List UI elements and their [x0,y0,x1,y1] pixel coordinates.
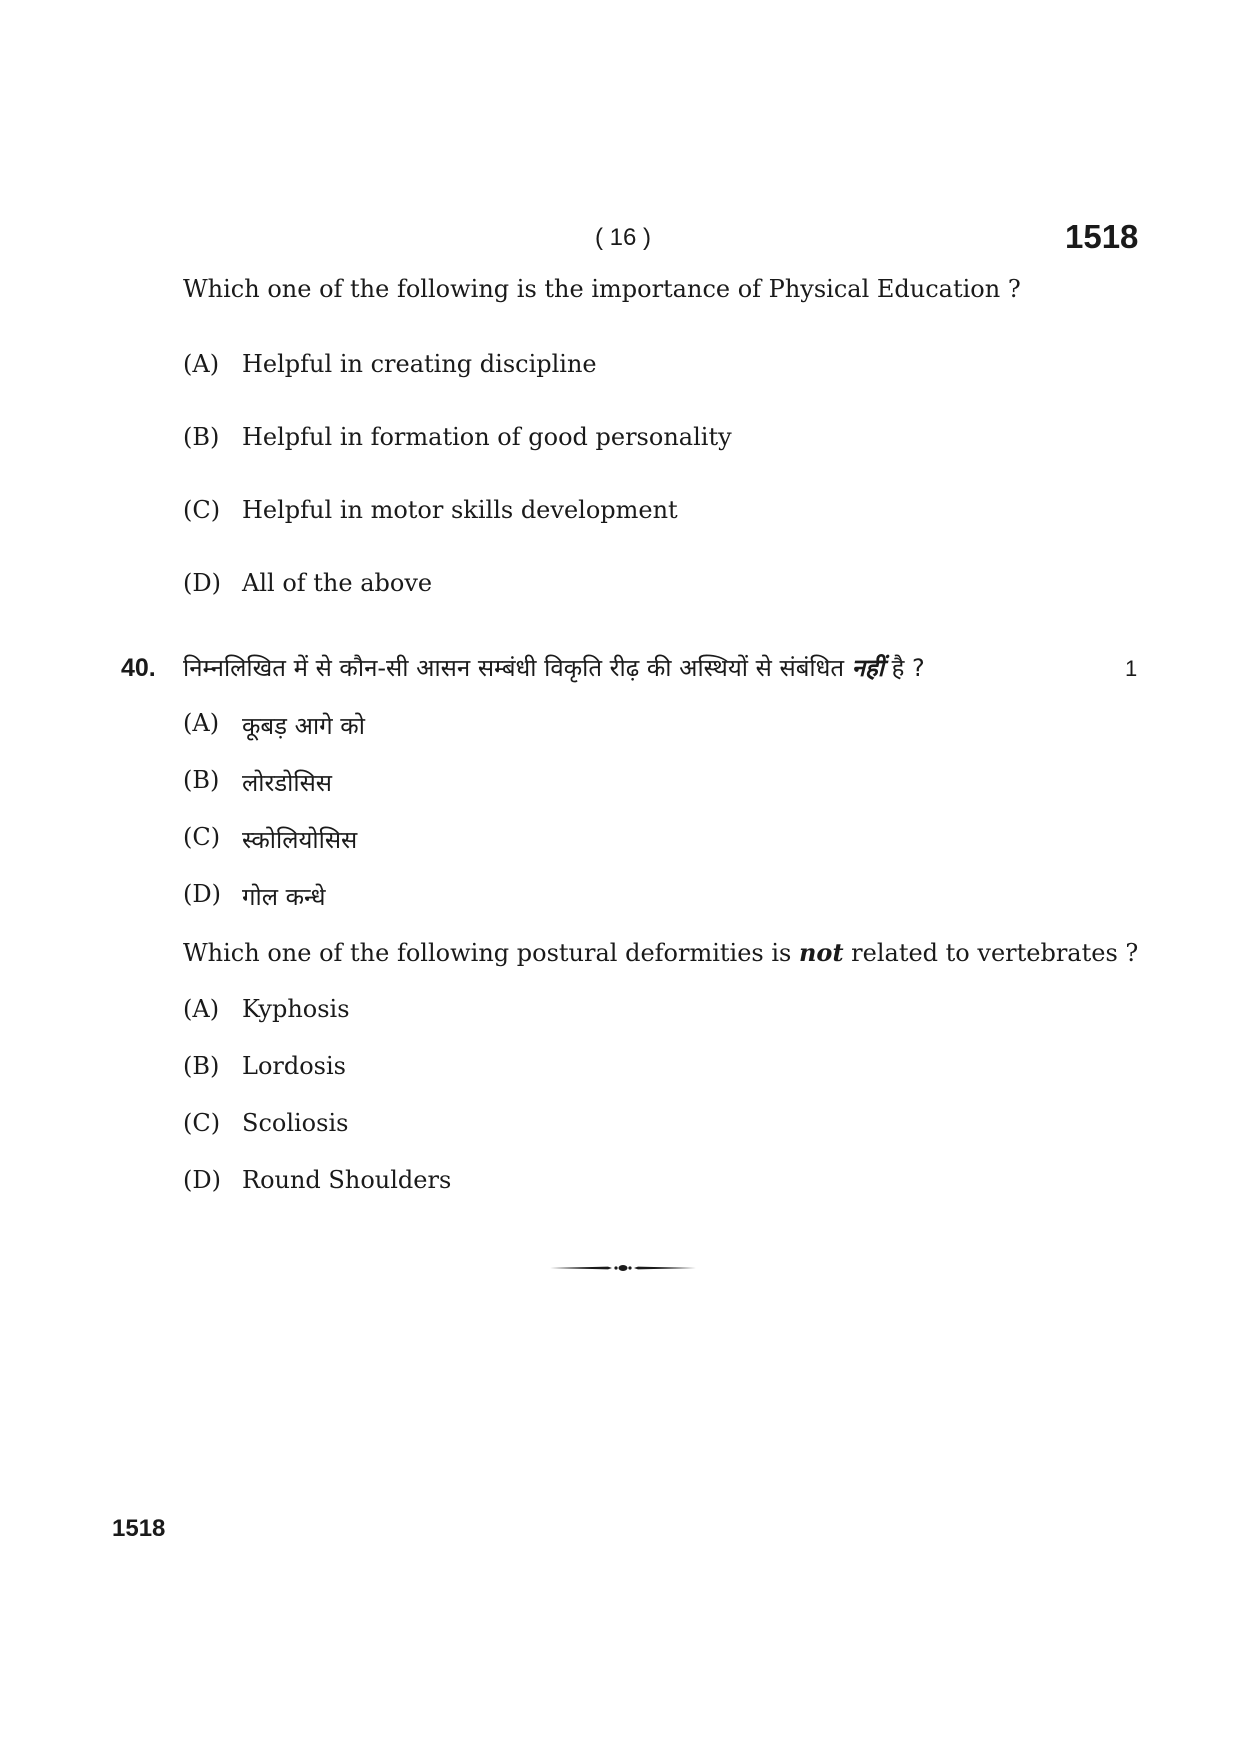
option-label: (B) [183,1052,220,1080]
option-text: All of the above [242,569,433,597]
paper-code-header: 1518 [1065,218,1139,255]
question-40-text-hindi [183,651,925,684]
option-text: कूबड़ आगे को [242,712,365,740]
option-label: (A) [183,709,220,737]
q40-english-text-before: Which one of the following postural deformities is [183,939,799,967]
option-label: (A) [183,995,220,1023]
q40-english-text-after: related to vertebrates ? [843,939,1139,967]
option-text: Lordosis [242,1052,346,1080]
option-text: गोल कन्धे [242,883,326,911]
option-text: Helpful in formation of good personality [242,423,732,451]
option-label: (C) [183,823,221,851]
option-text: Scoliosis [242,1109,349,1137]
option-label: (D) [183,569,221,597]
question-40-text-english [183,938,1138,967]
option-label: (C) [183,496,221,524]
question-40-marks: 1 [1125,656,1138,681]
option-label: (A) [183,350,220,378]
option-text: स्कोलियोसिस [242,826,358,854]
question-40-number: 40. [121,654,156,682]
q40-english-emphasis: not [798,938,844,967]
option-label: (B) [183,423,220,451]
option-label: (C) [183,1109,221,1137]
option-text: Helpful in creating discipline [242,350,597,378]
option-text: Round Shoulders [242,1166,452,1194]
q40-hindi-emphasis: नहीं [851,654,884,682]
option-text: Helpful in motor skills development [242,496,678,524]
q40-hindi-text-before: निम्नलिखित में से कौन-सी आसन सम्बंधी विकृति रीढ़ की अस्थियों से संबंधित [183,654,852,682]
option-text: Kyphosis [242,995,350,1023]
option-label: (D) [183,1166,221,1194]
option-label: (D) [183,880,221,908]
question-39-text: Which one of the following is the importance of Physical Education ? [183,275,1021,303]
page-number: ( 16 ) [595,224,652,251]
q40-hindi-text-after: है ? [883,654,925,682]
end-divider-ornament [550,1262,696,1274]
option-text: लोरडोसिस [242,769,333,797]
paper-code-footer: 1518 [112,1515,166,1542]
option-label: (B) [183,766,220,794]
